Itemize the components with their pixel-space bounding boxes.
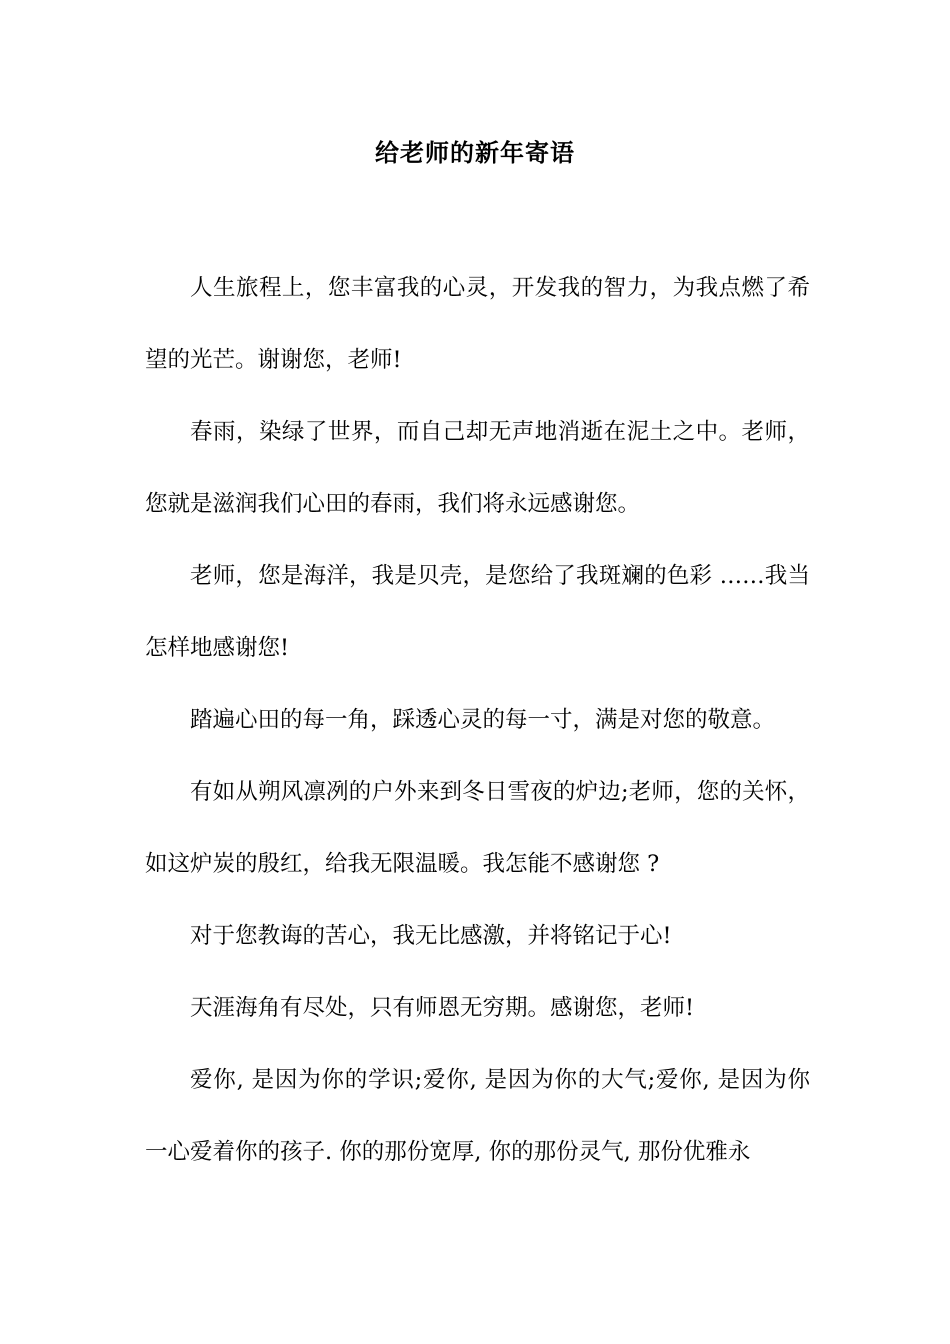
paragraph-5: 有如从朔风凛冽的户外来到冬日雪夜的炉边;老师，您的关怀，如这炉炭的殷红，给我无限温暖。我怎能不感谢您 ? — [145, 779, 810, 877]
paragraph-7: 天涯海角有尽处，只有师恩无穷期。感谢您，老师! — [190, 995, 695, 1021]
paragraph-6: 对于您教诲的苦心，我无比感激，并将铭记于心! — [190, 923, 672, 949]
paragraph-1: 人生旅程上，您丰富我的心灵，开发我的智力，为我点燃了希望的光芒。谢谢您，老师! — [145, 275, 810, 373]
paragraph-4: 踏遍心田的每一角，踩透心灵的每一寸，满是对您的敬意。 — [190, 707, 776, 733]
paragraph-2: 春雨，染绿了世界，而自己却无声地消逝在泥土之中。老师，您就是滋润我们心田的春雨，我们将永远感谢您。 — [145, 419, 810, 517]
document-title: 给老师的新年寄语 — [375, 138, 575, 167]
paragraph-8: 爱你, 是因为你的学识;爱你, 是因为你的大气;爱你, 是因为你一心爱着你的孩子. 你的那份宽厚, 你的那份灵气, 那份优雅永 — [145, 1067, 810, 1165]
paragraph-3: 老师，您是海洋，我是贝壳，是您给了我斑斓的色彩 ……我当怎样地感谢您! — [145, 563, 810, 661]
document-body — [145, 252, 810, 1188]
